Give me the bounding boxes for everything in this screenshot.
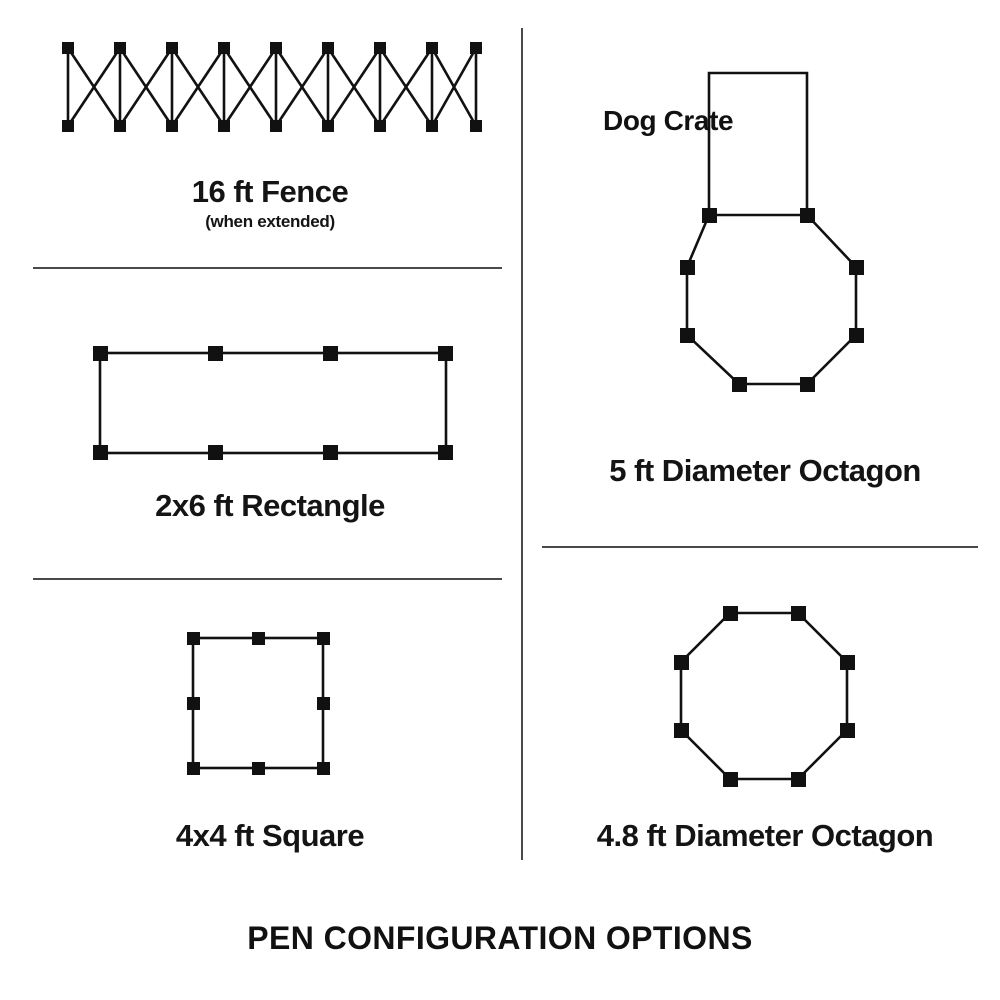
right-divider-1 xyxy=(542,546,978,548)
left-divider-2 xyxy=(33,578,502,580)
square-caption: 4x4 ft Square xyxy=(175,818,365,853)
octagon-small-caption: 4.8 ft Diameter Octagon xyxy=(596,818,934,853)
panel-square xyxy=(30,608,510,853)
octagon-crate-caption-block xyxy=(545,455,985,488)
panel-rectangle xyxy=(30,320,510,523)
left-divider-1 xyxy=(33,267,502,269)
panel-fence xyxy=(30,28,510,238)
octagon-lines xyxy=(687,215,856,384)
dog-crate-label: Dog Crate xyxy=(603,105,734,136)
octagon-small-joints xyxy=(674,606,855,787)
figure-title: PEN CONFIGURATION OPTIONS xyxy=(247,920,753,956)
fence-caption: 16 ft Fence xyxy=(191,174,349,209)
crate-lines xyxy=(709,73,807,215)
fence-subcaption: (when extended) xyxy=(205,211,335,231)
panel-octagon-small xyxy=(545,585,985,855)
fence-caption-block xyxy=(30,176,510,230)
fence-lines xyxy=(68,48,476,126)
square-drawing xyxy=(30,608,510,798)
rectangle-caption-block xyxy=(30,490,510,523)
octagon-joints xyxy=(680,208,864,392)
octagon-small-drawing xyxy=(545,585,985,800)
square-joints xyxy=(187,632,330,775)
rectangle-caption: 2x6 ft Rectangle xyxy=(155,488,385,523)
octagon-small-caption-block xyxy=(545,820,985,853)
rectangle-lines xyxy=(100,353,446,453)
rectangle-joints xyxy=(93,346,453,460)
square-caption-block xyxy=(30,820,510,853)
rectangle-drawing xyxy=(30,320,510,460)
octagon-crate-caption: 5 ft Diameter Octagon xyxy=(609,453,921,488)
column-divider xyxy=(521,28,523,860)
octagon-small-lines xyxy=(681,613,847,779)
fence-drawing xyxy=(30,28,510,148)
panel-octagon-crate xyxy=(545,45,985,505)
square-lines xyxy=(193,638,323,768)
